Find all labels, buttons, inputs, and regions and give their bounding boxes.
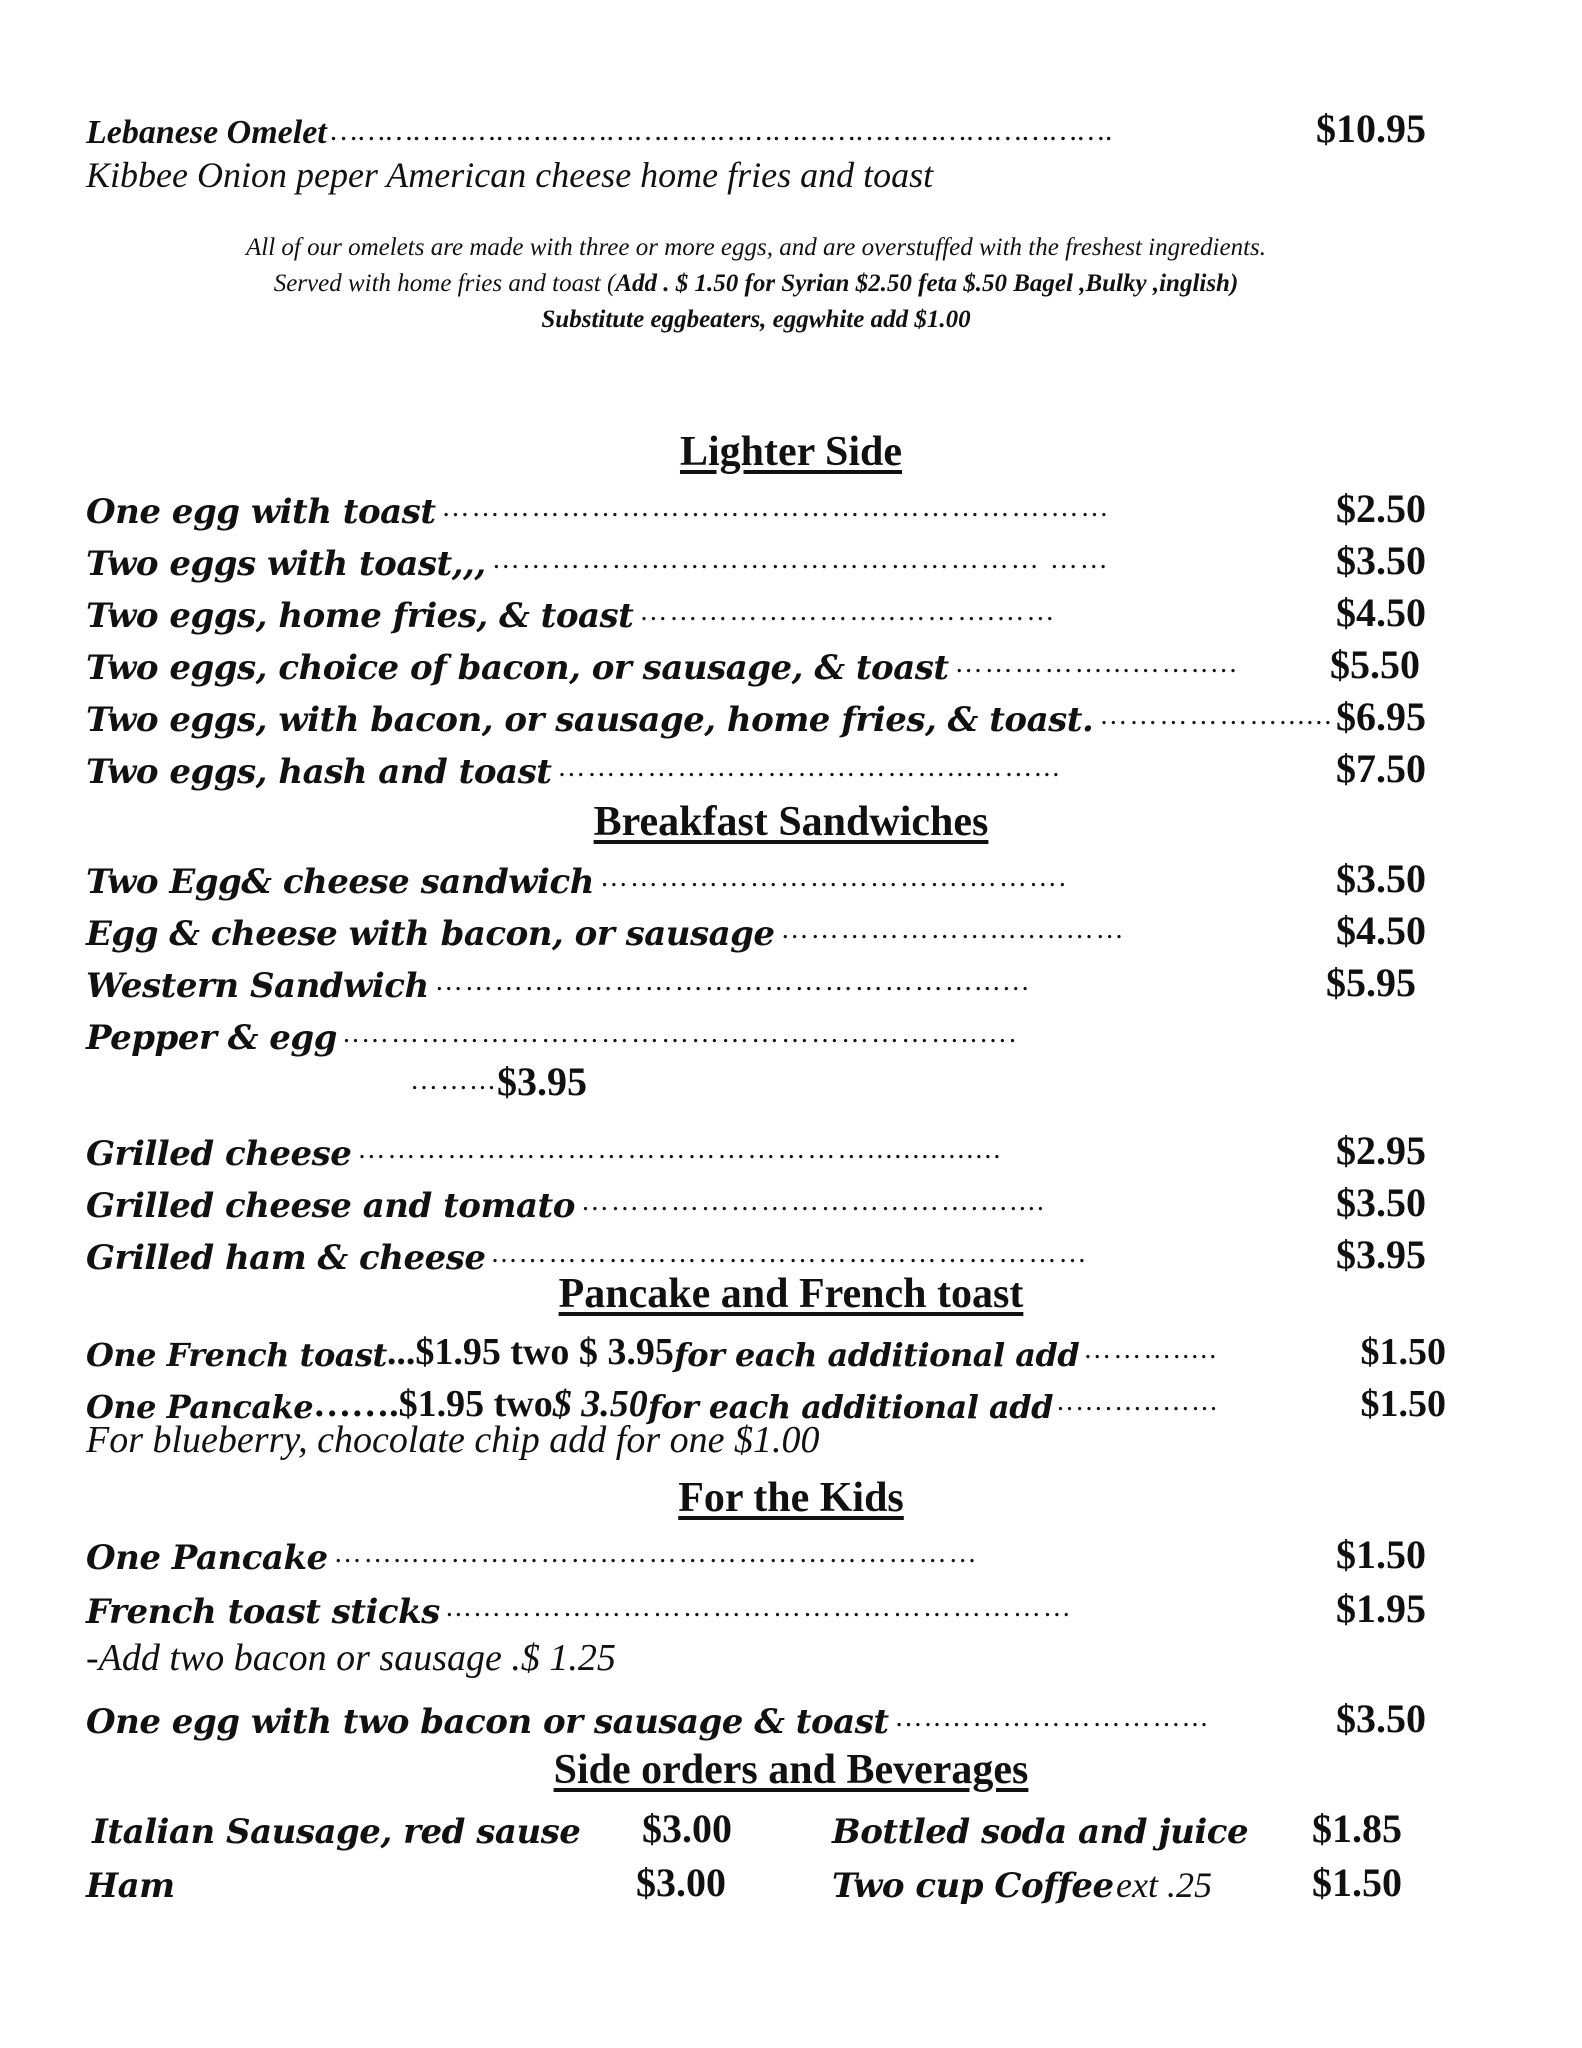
dot-leader: ...………………………………………………… xyxy=(491,1238,1089,1269)
menu-item xyxy=(86,480,1426,532)
dot-leader: ……………………………….………. xyxy=(599,862,1068,893)
side-item-name: Ham xyxy=(86,1866,175,1906)
item-price: $2.50 xyxy=(1336,486,1426,531)
item-note: for each additional add xyxy=(673,1336,1080,1374)
dot-leader: …………………………………………………………………………. xyxy=(330,114,1115,147)
item-price: $2.95 xyxy=(1336,1128,1426,1173)
item-price: $7.50 xyxy=(1336,746,1426,791)
dot-leader: ...…………………………………………………… xyxy=(445,1592,1073,1623)
beverage-price: $1.85 xyxy=(1312,1806,1402,1851)
item-name: French toast sticks xyxy=(86,1592,440,1632)
item-name: Egg & cheese with bacon, or sausage xyxy=(86,914,775,954)
menu-item xyxy=(86,532,1426,584)
item-name: One Pancake xyxy=(86,1388,314,1426)
menu-item xyxy=(86,1580,1426,1632)
item-price: $3.50 xyxy=(1336,538,1426,583)
menu-item xyxy=(86,1122,1426,1174)
menu-item xyxy=(86,1006,1322,1058)
menu-item xyxy=(86,584,1426,636)
item-name: Two eggs with toast,,, xyxy=(86,544,486,584)
item-price: $3.50 xyxy=(1336,1696,1426,1741)
item-name: One egg with toast xyxy=(86,492,436,532)
notes-line-1: All of our omelets are made with three or more eggs, and are overstuffed with the freshest ingredients. xyxy=(245,234,1266,261)
section-title-breakfast-sandwiches: Breakfast Sandwiches xyxy=(593,799,989,845)
dot-leader: ……………………………………………............... xyxy=(357,1134,1003,1165)
beverage-price: $1.50 xyxy=(1312,1860,1402,1905)
item-name: Pepper & egg xyxy=(86,1018,337,1058)
side-item-price: $3.00 xyxy=(642,1806,732,1851)
menu-item xyxy=(86,1690,1426,1742)
kids-addon-note: -Add two bacon or sausage .$ 1.25 xyxy=(86,1637,616,1679)
dot-leader: …………….………………………………… …… xyxy=(491,544,1110,575)
item-name: Western Sandwich xyxy=(86,966,429,1006)
omelet-name: Lebanese Omelet xyxy=(86,114,327,151)
menu-item xyxy=(86,636,1420,688)
dot-leader: ……...………………..……………………………… xyxy=(333,1538,979,1569)
dot-leader: …..……………………... xyxy=(894,1702,1210,1733)
item-price: $1.50 xyxy=(1360,1331,1446,1373)
beverage-name: Two cup Coffee xyxy=(832,1866,1114,1906)
item-price: $5.95 xyxy=(1326,960,1416,1005)
item-name: One French toast xyxy=(86,1336,387,1374)
item-price: $5.50 xyxy=(1330,642,1420,687)
item-price: $3.95 xyxy=(497,1059,587,1104)
menu-item-french-toast xyxy=(86,1322,1446,1374)
dot-leader: …………………………………...……... xyxy=(557,752,1062,783)
item-price: $4.50 xyxy=(1336,590,1426,635)
beverage-name: Bottled soda and juice xyxy=(832,1812,1249,1852)
dot-leader: ………………………………….….... xyxy=(580,1186,1046,1217)
beverage-extra: ext .25 xyxy=(1116,1865,1212,1905)
item-price: $6.95 xyxy=(1336,694,1426,739)
dot-leader: ……………………..……….…… xyxy=(639,596,1057,627)
menu-item xyxy=(86,902,1426,954)
dot-leader: ………..... xyxy=(1083,1334,1219,1365)
dot-leader: ………………...... xyxy=(1099,700,1334,731)
item-name: Two eggs, with bacon, or sausage, home fries, & toast. xyxy=(86,700,1094,740)
side-order-row xyxy=(86,1800,1446,1852)
notes-line-3: Substitute eggbeaters, eggwhite add $1.00 xyxy=(541,306,971,333)
menu-item xyxy=(86,850,1426,902)
item-name: Two eggs, hash and toast xyxy=(86,752,552,792)
notes-line-2-plain: Served with home fries and toast ( xyxy=(273,270,616,297)
notes-line-2 xyxy=(86,266,1426,302)
item-note: for each additional add xyxy=(647,1388,1053,1426)
dot-leader: ……... xyxy=(410,1065,497,1096)
notes-line-2-bold: Add . $ 1.50 for Syrian $2.50 feta $.50 Bagel ,Bulky ,inglish) xyxy=(615,270,1239,297)
pepper-egg-price-line xyxy=(410,1058,587,1105)
omelet-description: Kibbee Onion peper American cheese home fries and toast xyxy=(86,155,934,195)
item-name: Grilled cheese xyxy=(86,1134,352,1174)
menu-item xyxy=(86,740,1426,792)
menu-item xyxy=(86,1174,1426,1226)
section-title-lighter-side: Lighter Side xyxy=(679,429,903,475)
pancake-addon-note: For blueberry, chocolate chip add for one $1.00 xyxy=(86,1419,820,1461)
section-title-pancake-french-toast: Pancake and French toast xyxy=(558,1271,1024,1317)
dot-leader: …………………...…..…… xyxy=(780,914,1126,945)
section-title-side-orders-beverages: Side orders and Beverages xyxy=(553,1747,1029,1793)
omelet-notes xyxy=(86,230,1426,338)
side-item-price: $3.00 xyxy=(636,1860,726,1905)
section-title-for-the-kids: For the Kids xyxy=(678,1475,904,1521)
item-name: Two eggs, choice of bacon, or sausage, & toast xyxy=(86,648,949,688)
item-name: One Pancake xyxy=(86,1538,328,1578)
item-price: $1.50 xyxy=(1336,1532,1426,1577)
menu-item xyxy=(86,688,1426,740)
item-price-two: $ 3.50 xyxy=(552,1383,648,1425)
dot-leader: ………………………………………………...… xyxy=(434,966,1032,997)
dot-leader: ..……………………………………………………..…. xyxy=(342,1018,1018,1049)
item-price: $3.50 xyxy=(1336,1180,1426,1225)
omelet-item xyxy=(86,106,1426,152)
dot-leader: ……………...……..… xyxy=(954,648,1240,679)
side-order-row xyxy=(86,1854,1446,1906)
item-price: $3.50 xyxy=(1336,856,1426,901)
item-price: $4.50 xyxy=(1336,908,1426,953)
item-name: Two Egg& cheese sandwich xyxy=(86,862,594,902)
item-name: Grilled cheese and tomato xyxy=(86,1186,575,1226)
item-price-one-two: ...$1.95 two $ 3.95 xyxy=(386,1331,674,1373)
item-name: One egg with two bacon or sausage & toast xyxy=(86,1702,889,1742)
side-item-name: Italian Sausage, red sause xyxy=(92,1812,581,1852)
item-name: Two eggs, home fries, & toast xyxy=(86,596,634,636)
menu-item xyxy=(86,954,1416,1006)
dot-leader: …………………………………………………….…… xyxy=(441,492,1111,523)
item-price: $1.95 xyxy=(1336,1586,1426,1631)
item-name: Grilled ham & cheese xyxy=(86,1238,486,1278)
item-price: $3.95 xyxy=(1336,1232,1426,1277)
dot-leader: ..….…..…... xyxy=(1057,1386,1219,1417)
item-price: $1.50 xyxy=(1360,1383,1446,1425)
omelet-price: $10.95 xyxy=(1316,106,1426,151)
menu-item xyxy=(86,1526,1426,1578)
item-price-one-two: …….$1.95 two xyxy=(313,1383,553,1425)
